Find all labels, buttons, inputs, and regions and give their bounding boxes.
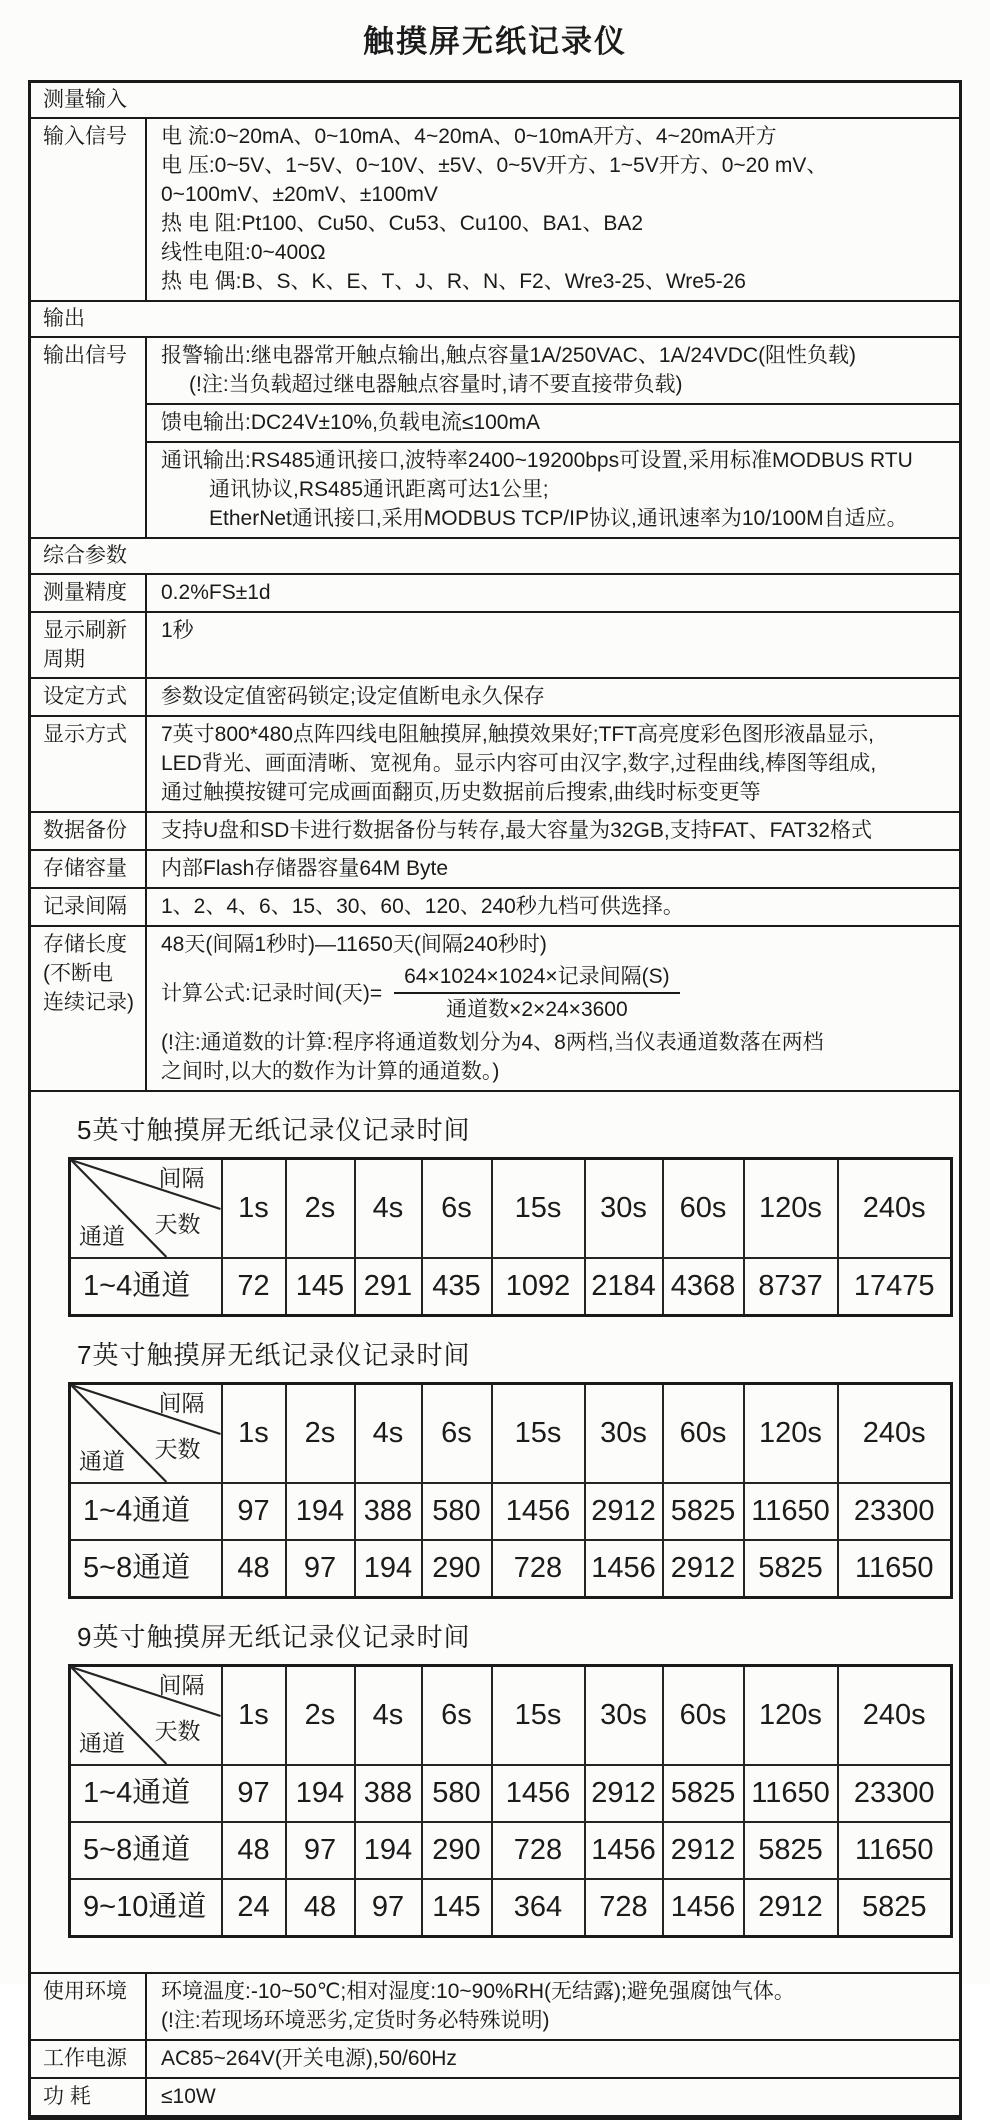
formula-prefix: 计算公式:记录时间(天)= <box>161 981 383 1005</box>
feed-output-subrow <box>147 403 959 441</box>
record-days-value: 17475 <box>838 1258 952 1316</box>
corner-label-days: 天数 <box>154 1718 201 1744</box>
feed-output-line: 馈电输出:DC24V±10%,负载电流≤100mA <box>161 411 540 434</box>
record-days-value: 2912 <box>663 1822 744 1879</box>
record-days-value: 435 <box>422 1258 492 1316</box>
record-days-value: 48 <box>222 1540 286 1598</box>
input-signal-line: 热 电 阻:Pt100、Cu50、Cu53、Cu100、BA1、BA2 <box>161 212 644 235</box>
record-days-value: 5825 <box>744 1540 838 1598</box>
row-content: 1秒 <box>161 619 194 642</box>
interval-column-header: 2s <box>286 1666 355 1766</box>
interval-column-header: 15s <box>492 1384 585 1484</box>
corner-label-channels: 通道 <box>79 1730 125 1756</box>
row-label: 数据备份 <box>31 813 147 849</box>
record-days-value: 728 <box>492 1540 585 1598</box>
row-content: 支持U盘和SD卡进行数据备份与转存,最大容量为32GB,支持FAT、FAT32格式 <box>161 819 872 842</box>
comm-output-subrow <box>147 441 959 537</box>
record-days-value: 2912 <box>585 1483 663 1540</box>
interval-column-header: 30s <box>585 1666 663 1766</box>
record-days-value: 24 <box>222 1879 286 1937</box>
record-row <box>70 1822 952 1879</box>
comm-output-line: EtherNet通讯接口,采用MODBUS TCP/IP协议,通讯速率为10/100M自适应。 <box>209 507 908 530</box>
record-days-value: 48 <box>222 1822 286 1879</box>
section-header-label: 综合参数 <box>43 544 127 567</box>
row-content <box>147 717 959 811</box>
row-content: AC85~264V(开关电源),50/60Hz <box>161 2047 457 2070</box>
input-signal-line: 电 压:0~5V、1~5V、0~10V、±5V、0~5V开方、1~5V开方、0~20 mV、 <box>161 154 828 177</box>
row-content: 内部Flash存储器容量64M Byte <box>161 857 449 880</box>
record-days-value: 194 <box>286 1483 355 1540</box>
row-label: 记录间隔 <box>31 889 147 925</box>
record-days-value: 97 <box>222 1483 286 1540</box>
row-label: 使用环境 <box>31 1974 147 2039</box>
row-content: 0.2%FS±1d <box>161 581 271 604</box>
interval-column-header: 6s <box>422 1384 492 1484</box>
corner-header-cell <box>70 1159 222 1259</box>
row-label: 设定方式 <box>31 679 147 715</box>
row-content <box>147 119 959 300</box>
section-header-measure-input <box>31 83 959 117</box>
row-content: ≤10W <box>161 2085 216 2108</box>
storage-range-line: 48天(间隔1秒时)—11650天(间隔240秒时) <box>161 933 547 956</box>
spec-row-accuracy <box>31 573 959 611</box>
record-days-value: 4368 <box>663 1258 744 1316</box>
record-days-value: 5825 <box>744 1822 838 1879</box>
row-label-line: 存储长度 <box>43 933 127 956</box>
corner-label-interval: 间隔 <box>158 1390 205 1416</box>
record-days-value: 580 <box>422 1765 492 1822</box>
storage-note-line: (!注:通道数的计算:程序将通道数划分为4、8两档,当仪表通道数落在两档 <box>161 1031 824 1054</box>
record-table-title-5inch: 5英寸触摸屏无纸记录仪记录时间 <box>77 1115 471 1145</box>
interval-column-header: 60s <box>663 1384 744 1484</box>
interval-column-header: 60s <box>663 1666 744 1766</box>
record-days-value: 2912 <box>585 1765 663 1822</box>
record-days-value: 97 <box>286 1540 355 1598</box>
record-days-value: 5825 <box>838 1879 952 1937</box>
interval-column-header: 4s <box>355 1666 422 1766</box>
record-days-value: 388 <box>355 1765 422 1822</box>
record-table-7inch <box>68 1382 953 1599</box>
record-days-value: 97 <box>286 1822 355 1879</box>
interval-column-header: 1s <box>222 1384 286 1484</box>
channel-row-label: 1~4通道 <box>70 1765 222 1822</box>
row-label-line: (不断电 <box>43 962 113 985</box>
row-label: 功 耗 <box>31 2079 147 2115</box>
interval-column-header: 2s <box>286 1159 355 1259</box>
record-days-value: 5825 <box>663 1765 744 1822</box>
record-days-value: 2912 <box>744 1879 838 1937</box>
record-days-value: 290 <box>422 1540 492 1598</box>
spec-row-storage-length <box>31 925 959 1090</box>
section-header-label: 输出 <box>43 307 85 330</box>
row-label: 输出信号 <box>31 338 147 537</box>
interval-column-header: 2s <box>286 1384 355 1484</box>
channel-row-label: 5~8通道 <box>70 1822 222 1879</box>
record-row <box>70 1258 952 1316</box>
record-days-value: 580 <box>422 1483 492 1540</box>
record-days-value: 1456 <box>663 1879 744 1937</box>
storage-formula <box>161 962 959 1024</box>
record-days-value: 728 <box>492 1822 585 1879</box>
corner-label-channels: 通道 <box>79 1448 125 1474</box>
display-line: 7英寸800*480点阵四线电阻触摸屏,触摸效果好;TFT高亮度彩色图形液晶显示, <box>161 723 874 746</box>
section-header-output <box>31 300 959 336</box>
spec-row-output-signal <box>31 336 959 537</box>
input-signal-line: 线性电阻:0~400Ω <box>161 241 326 264</box>
record-days-value: 194 <box>355 1822 422 1879</box>
record-days-value: 23300 <box>838 1483 952 1540</box>
spec-row-capacity <box>31 849 959 887</box>
record-days-value: 290 <box>422 1822 492 1879</box>
alarm-output-note: (!注:当负载超过继电器触点容量时,请不要直接带负载) <box>189 373 683 396</box>
section-header-general <box>31 537 959 573</box>
spec-row-interval <box>31 887 959 925</box>
record-days-value: 1092 <box>492 1258 585 1316</box>
formula-numerator: 64×1024×1024×记录间隔(S) <box>394 962 680 994</box>
row-label: 工作电源 <box>31 2041 147 2077</box>
record-days-value: 728 <box>585 1879 663 1937</box>
record-days-value: 1456 <box>492 1483 585 1540</box>
interval-column-header: 6s <box>422 1666 492 1766</box>
spec-row-power <box>31 2039 959 2077</box>
spec-row-refresh <box>31 611 959 677</box>
spec-row-consumption <box>31 2077 959 2115</box>
input-signal-line: 0~100mV、±20mV、±100mV <box>161 183 438 206</box>
row-content <box>147 927 959 1090</box>
spec-row-environment <box>31 1972 959 2039</box>
record-days-value: 97 <box>222 1765 286 1822</box>
channel-row-label: 1~4通道 <box>70 1483 222 1540</box>
record-days-value: 1456 <box>585 1822 663 1879</box>
row-content: 参数设定值密码锁定;设定值断电永久保存 <box>161 685 545 708</box>
record-days-value: 11650 <box>744 1483 838 1540</box>
row-label-line: 显示刷新 <box>43 619 127 642</box>
interval-column-header: 240s <box>838 1384 952 1484</box>
spec-row-setting <box>31 677 959 715</box>
corner-label-interval: 间隔 <box>158 1165 205 1191</box>
spec-row-input-signal <box>31 117 959 300</box>
interval-column-header: 120s <box>744 1384 838 1484</box>
record-days-value: 364 <box>492 1879 585 1937</box>
record-table-title-9inch: 9英寸触摸屏无纸记录仪记录时间 <box>77 1622 471 1652</box>
interval-column-header: 30s <box>585 1384 663 1484</box>
interval-column-header: 30s <box>585 1159 663 1259</box>
record-days-value: 194 <box>355 1540 422 1598</box>
record-table-9inch <box>68 1664 953 1938</box>
record-days-value: 194 <box>286 1765 355 1822</box>
record-row <box>70 1540 952 1598</box>
row-content <box>147 1974 959 2039</box>
page-title: 触摸屏无纸记录仪 <box>363 24 627 59</box>
interval-column-header: 1s <box>222 1159 286 1259</box>
record-row <box>70 1765 952 1822</box>
record-days-value: 11650 <box>838 1822 952 1879</box>
record-days-value: 388 <box>355 1483 422 1540</box>
row-label: 输入信号 <box>31 119 147 300</box>
spec-row-backup <box>31 811 959 849</box>
display-line: LED背光、画面清晰、宽视角。显示内容可由汉字,数字,过程曲线,棒图等组成, <box>161 752 877 775</box>
corner-label-channels: 通道 <box>79 1223 125 1249</box>
record-table-5inch <box>68 1157 953 1317</box>
record-days-value: 8737 <box>744 1258 838 1316</box>
input-signal-line: 热 电 偶:B、S、K、E、T、J、R、N、F2、Wre3-25、Wre5-26 <box>161 270 746 293</box>
interval-column-header: 15s <box>492 1159 585 1259</box>
record-row <box>70 1879 952 1937</box>
record-days-value: 5825 <box>663 1483 744 1540</box>
record-row <box>70 1483 952 1540</box>
environment-line: 环境温度:-10~50℃;相对湿度:10~90%RH(无结露);避免强腐蚀气体。 <box>161 1980 795 2003</box>
section-header-label: 测量输入 <box>43 88 127 111</box>
row-label-line: 周期 <box>43 648 85 671</box>
row-label <box>31 613 147 677</box>
channel-row-label: 5~8通道 <box>70 1540 222 1598</box>
interval-column-header: 120s <box>744 1666 838 1766</box>
interval-column-header: 1s <box>222 1666 286 1766</box>
channel-row-label: 1~4通道 <box>70 1258 222 1316</box>
record-days-value: 2912 <box>663 1540 744 1598</box>
record-days-value: 145 <box>286 1258 355 1316</box>
alarm-output-subrow <box>147 338 959 403</box>
comm-output-line: 通讯协议,RS485通讯距离可达1公里; <box>209 478 549 501</box>
interval-column-header: 6s <box>422 1159 492 1259</box>
input-signal-line: 电 流:0~20mA、0~10mA、4~20mA、0~10mA开方、4~20mA开方 <box>161 125 777 148</box>
record-days-value: 11650 <box>744 1765 838 1822</box>
alarm-output-line: 报警输出:继电器常开触点输出,触点容量1A/250VAC、1A/24VDC(阻性负载) <box>161 344 857 367</box>
record-days-value: 1456 <box>492 1765 585 1822</box>
corner-label-interval: 间隔 <box>158 1672 205 1698</box>
formula-denominator: 通道数×2×24×3600 <box>446 998 628 1021</box>
corner-label-days: 天数 <box>154 1211 201 1237</box>
record-days-value: 1456 <box>585 1540 663 1598</box>
interval-column-header: 240s <box>838 1159 952 1259</box>
corner-label-days: 天数 <box>154 1436 201 1462</box>
record-days-value: 23300 <box>838 1765 952 1822</box>
display-line: 通过触摸按键可完成画面翻页,历史数据前后搜索,曲线时标变更等 <box>161 781 761 804</box>
interval-column-header: 15s <box>492 1666 585 1766</box>
record-table-title-7inch: 7英寸触摸屏无纸记录仪记录时间 <box>77 1340 471 1370</box>
corner-header-cell <box>70 1384 222 1484</box>
record-days-value: 48 <box>286 1879 355 1937</box>
interval-column-header: 120s <box>744 1159 838 1259</box>
row-label: 测量精度 <box>31 575 147 611</box>
row-label: 显示方式 <box>31 717 147 811</box>
interval-column-header: 240s <box>838 1666 952 1766</box>
row-content: 1、2、4、6、15、30、60、120、240秒九档可供选择。 <box>161 895 684 918</box>
record-days-value: 145 <box>422 1879 492 1937</box>
record-days-value: 291 <box>355 1258 422 1316</box>
interval-column-header: 4s <box>355 1384 422 1484</box>
formula-fraction <box>394 962 680 1024</box>
comm-output-line: 通讯输出:RS485通讯接口,波特率2400~19200bps可设置,采用标准MODBUS RTU <box>161 449 913 472</box>
record-days-value: 2184 <box>585 1258 663 1316</box>
record-tables-cell <box>31 1090 959 1972</box>
row-label-line: 连续记录) <box>43 991 134 1014</box>
record-days-value: 11650 <box>838 1540 952 1598</box>
interval-column-header: 60s <box>663 1159 744 1259</box>
row-label: 存储容量 <box>31 851 147 887</box>
environment-note: (!注:若现场环境恶劣,定货时务必特殊说明) <box>161 2009 550 2032</box>
interval-column-header: 4s <box>355 1159 422 1259</box>
row-label <box>31 927 147 1090</box>
record-days-value: 72 <box>222 1258 286 1316</box>
record-days-value: 97 <box>355 1879 422 1937</box>
spec-table <box>28 80 962 2120</box>
spec-row-display <box>31 715 959 811</box>
storage-note-line: 之间时,以大的数作为计算的通道数。) <box>161 1060 500 1083</box>
channel-row-label: 9~10通道 <box>70 1879 222 1937</box>
row-content <box>147 338 959 537</box>
corner-header-cell <box>70 1666 222 1766</box>
